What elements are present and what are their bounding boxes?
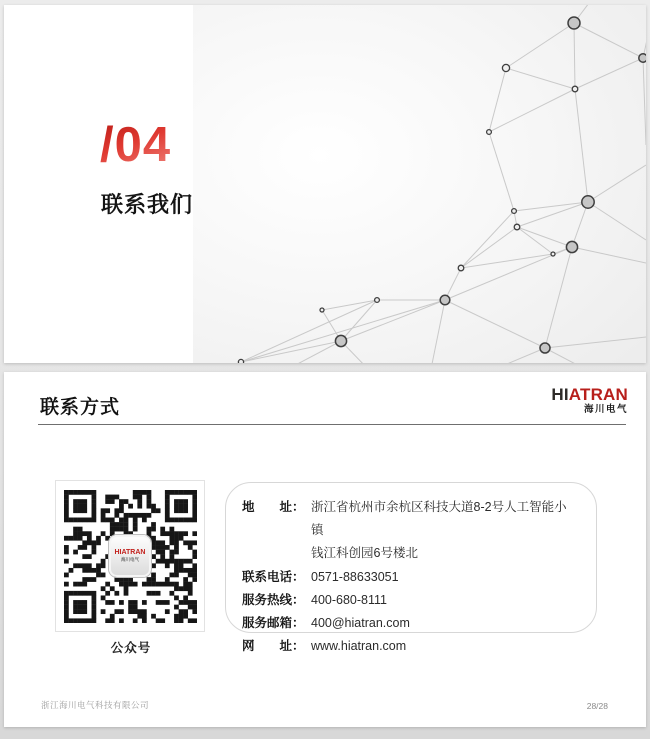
phone-label: 联系电话： bbox=[242, 569, 305, 584]
logo-wordmark bbox=[551, 386, 628, 403]
qr-code bbox=[64, 490, 197, 623]
page-title: 联系方式 bbox=[40, 397, 121, 418]
address-value-line1: 浙江省杭州市余杭区科技大道8-2号人工智能小镇 bbox=[311, 500, 567, 538]
email-label: 服务邮箱： bbox=[242, 616, 305, 631]
contact-row-email bbox=[242, 612, 578, 635]
slide-cover bbox=[4, 5, 646, 363]
contact-card bbox=[225, 482, 597, 654]
hotline-label: 服务热线： bbox=[242, 592, 305, 607]
logo-subtitle: 海川电气 bbox=[583, 404, 628, 415]
hotline-value: 400-680-8111 bbox=[311, 592, 387, 607]
qr-logo-subtitle: 海川电气 bbox=[121, 557, 139, 562]
email-value: 400@hiatran.com bbox=[311, 616, 410, 631]
contact-row-address bbox=[242, 496, 578, 542]
address-value-line2: 钱江科创园6号楼北 bbox=[311, 546, 418, 561]
title-divider bbox=[38, 424, 626, 425]
qr-caption: 公众号 bbox=[110, 641, 152, 655]
contact-row-website bbox=[242, 635, 578, 658]
logo-word-red: ATRAN bbox=[568, 385, 628, 404]
website-value: www.hiatran.com bbox=[311, 639, 407, 654]
contact-row-phone bbox=[242, 566, 578, 589]
phone-value: 0571-88633051 bbox=[311, 569, 399, 584]
address-label: 地 址： bbox=[242, 500, 305, 514]
section-number: /04 bbox=[100, 118, 172, 172]
company-logo bbox=[551, 386, 628, 415]
network-background bbox=[193, 5, 646, 363]
footer-company-name: 浙江海川电气科技有限公司 bbox=[41, 700, 150, 710]
logo-word-dark: HI bbox=[551, 385, 569, 404]
qr-center-logo bbox=[109, 535, 151, 577]
cover-left-panel bbox=[4, 5, 193, 363]
website-label: 网 址： bbox=[242, 639, 305, 654]
contact-row-hotline bbox=[242, 589, 578, 612]
qr-code-box bbox=[55, 480, 205, 632]
slide-contact bbox=[4, 372, 646, 727]
qr-logo-wordmark: HIATRAN bbox=[114, 549, 146, 556]
section-title: 联系我们 bbox=[101, 192, 194, 217]
network-graphic bbox=[193, 5, 646, 363]
footer-page-number: 28/28 bbox=[586, 701, 608, 711]
